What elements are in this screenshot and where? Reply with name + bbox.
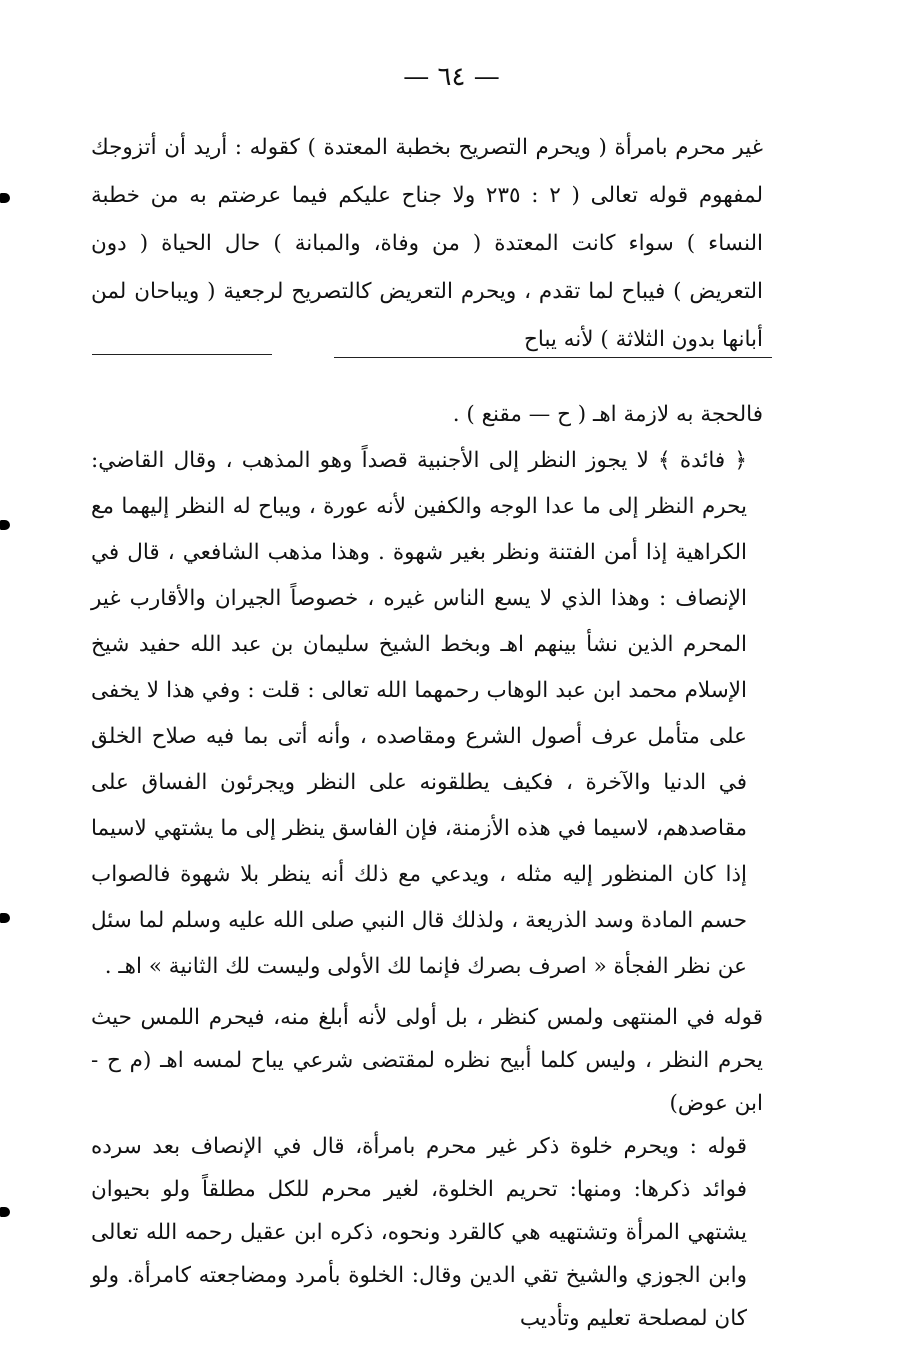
commentary-block-2 [91,996,763,1340]
binding-mark [0,1207,10,1217]
footnote-divider-long [334,357,772,358]
commentary-paragraph: فالحجة به لازمة اهـ ( ح — مقنع ) . [452,402,763,427]
commentary-paragraph: قوله : ويحرم خلوة ذكر غير محرم بامرأة، قال في الإنصاف بعد سرده فوائد ذكرها: ومنها: تحريم الخلوة، لغير محرم للكل مطلقاً ولو بحيوان يشتهي المرأة وتشتهيه هي كالقرد ونحوه، ذكره ابن عقيل رحمه الله تعالى وابن الجوزي والشيخ تقي الدين وقال: الخلوة بأمرد ومضاجعته كامرأة. ولو كان لمصلحة تعليم وتأديب [91,1134,747,1331]
page-number: — ٦٤ — [403,62,500,92]
commentary-block [91,392,763,990]
main-text-block [91,124,763,364]
main-text-paragraph: غير محرم بامرأة ( ويحرم التصريح بخطبة المعتدة ) كقوله : أريد أن أتزوجك لمفهوم قوله تعالى ( ٢ : ٢٣٥ ولا جناح عليكم فيما عرضتم به من خطبة النساء ) سواء كانت المعتدة ( من وفاة، والمبانة ) حال الحياة ( دون التعريض ) فيباح لما تقدم ، ويحرم التعريض كالتصريح لرجعية ( ويباحان لمن أبانها بدون الثلاثة ) لأنه يباح [91,135,763,352]
footnote-divider-short [92,354,272,355]
commentary-paragraph: ﴿ فائدة ﴾ لا يجوز النظر إلى الأجنبية قصداً وهو المذهب ، وقال القاضي: يحرم النظر إلى ما عدا الوجه والكفين لأنه عورة ، ويباح له النظر إليهما مع الكراهية إذا أمن الفتنة ونظر بغير شهوة . وهذا مذهب الشافعي ، قال في الإنصاف : وهذا الذي لا يسع الناس غيره ، خصوصاً الجيران والأقارب غير المحرم الذين نشأ بينهم اهـ وبخط الشيخ سليمان بن عبد الله حفيد شيخ الإسلام محمد ابن عبد الوهاب رحمهما الله تعالى : قلت : وفي هذا لا يخفى على متأمل عرف أصول الشرع ومقاصده ، وأنه أتى بما فيه صلاح الخلق في الدنيا والآخرة ، فكيف يطلقونه على النظر ويجرئون الفساق على مقاصدهم، لاسيما في هذه الأزمنة، فإن الفاسق ينظر إلى ما يشتهي لاسيما إذا كان المنظور إليه مثله ، ويدعي مع ذلك أنه ينظر بلا شهوة فالصواب حسم المادة وسد الذريعة ، ولذلك قال النبي صلى الله عليه وسلم لما سئل عن نظر الفجأة « اصرف بصرك فإنما لك الأولى وليست لك الثانية » اهـ . [91,448,747,979]
binding-mark [0,913,10,923]
commentary-paragraph: قوله في المنتهى ولمس كنظر ، بل أولى لأنه أبلغ منه، فيحرم اللمس حيث يحرم النظر ، وليس كلما أبيح نظره لمقتضى شرعي يباح لمسه اهـ (م ح - ابن عوض) [91,1005,763,1116]
binding-mark [0,520,10,530]
binding-mark [0,193,10,203]
